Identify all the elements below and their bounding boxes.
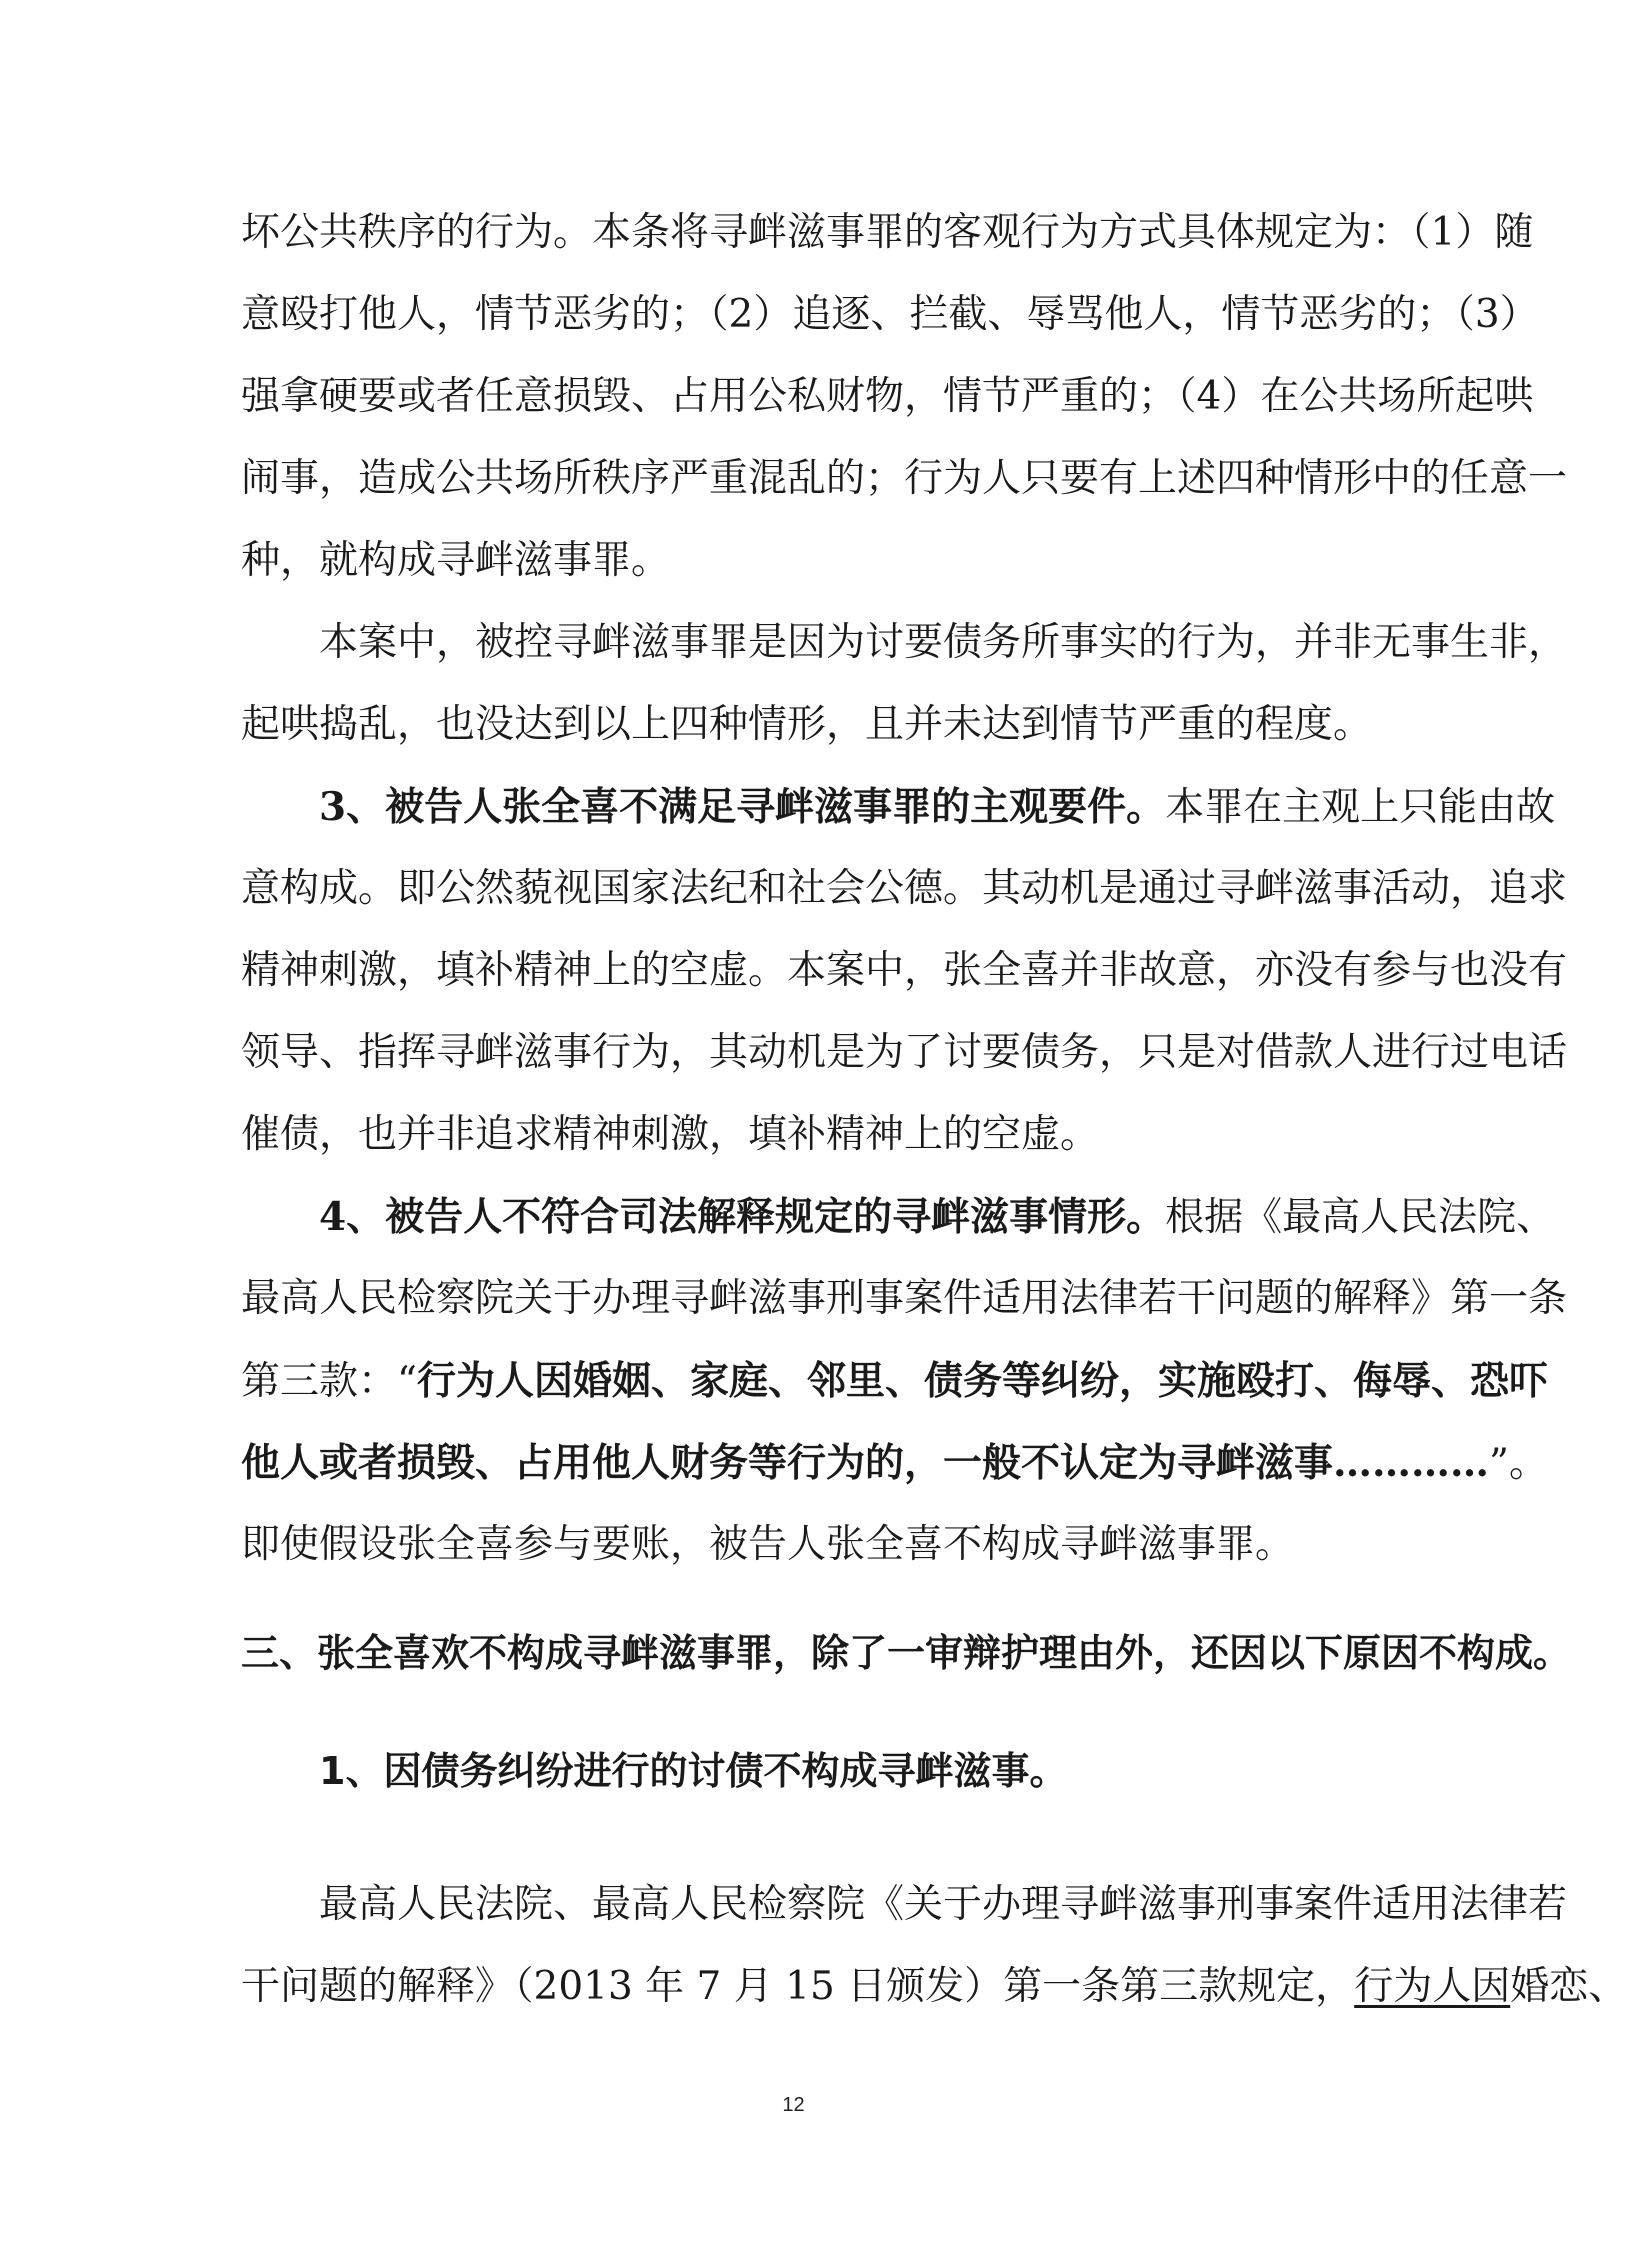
paragraph-line	[319, 1192, 1556, 1244]
paragraph-line: 强拿硬要或者任意损毁、占用公私财物，情节严重的；（4）在公共场所起哄	[241, 374, 1534, 419]
paragraph-line: 意殴打他人，情节恶劣的；（2）追逐、拦截、辱骂他人，情节恶劣的；（3）	[241, 292, 1539, 337]
subsection-heading: 1、因债务纠纷进行的讨债不构成寻衅滋事。	[319, 1749, 1068, 1793]
paragraph-line: 最高人民法院、最高人民检察院《关于办理寻衅滋事刑事案件适用法律若	[319, 1882, 1568, 1927]
paragraph-line: 种，就构成寻衅滋事罪。	[241, 538, 671, 583]
paragraph-line: 领导、指挥寻衅滋事行为，其动机是为了讨要债务，只是对借款人进行过电话	[241, 1030, 1568, 1075]
text-span: 婚恋、	[1510, 1964, 1627, 2009]
bold-lead: 4、被告人不符合司法解释规定的寻衅滋事情形。	[319, 1194, 1166, 1240]
underlined-text: 行为人因	[1354, 1964, 1511, 2009]
paragraph-line: 催债，也并非追求精神刺激，填补精神上的空虚。	[241, 1112, 1100, 1157]
page-number: 12	[782, 2094, 805, 2116]
text-span: 根据《最高人民法院、	[1165, 1195, 1556, 1240]
text-span: 第三款：“	[241, 1359, 417, 1404]
paragraph-line: 闹事，造成公共场所秩序严重混乱的；行为人只要有上述四种情形中的任意一	[241, 456, 1568, 501]
paragraph-line: 起哄捣乱，也没达到以上四种情形，且并未达到情节严重的程度。	[241, 702, 1373, 747]
paragraph-line	[241, 1962, 1627, 2014]
paragraph-line	[319, 782, 1556, 834]
bold-lead: 3、被告人张全喜不满足寻衅滋事罪的主观要件。	[319, 784, 1166, 830]
bold-quote: 行为人因婚姻、家庭、邻里、债务等纠纷，实施殴打、侮辱、恐吓	[416, 1358, 1548, 1404]
paragraph-line: 本案中，被控寻衅滋事罪是因为讨要债务所事实的行为，并非无事生非，	[319, 620, 1568, 665]
paragraph-line: 最高人民检察院关于办理寻衅滋事刑事案件适用法律若干问题的解释》第一条	[241, 1276, 1568, 1321]
paragraph-line: 即使假设张全喜参与要账，被告人张全喜不构成寻衅滋事罪。	[241, 1522, 1295, 1567]
paragraph-line: 精神刺激，填补精神上的空虚。本案中，张全喜并非故意，亦没有参与也没有	[241, 948, 1568, 993]
paragraph-line: 坏公共秩序的行为。本条将寻衅滋事罪的客观行为方式具体规定为：（1）随	[241, 210, 1534, 255]
paragraph-line: 意构成。即公然藐视国家法纪和社会公德。其动机是通过寻衅滋事活动，追求	[241, 866, 1568, 911]
paragraph-line	[241, 1438, 1548, 1490]
text-span: 干问题的解释》（2013 年 7 月 15 日颁发）第一条第三款规定，	[241, 1964, 1355, 2009]
bold-quote: 他人或者损毁、占用他人财务等行为的，一般不认定为寻衅滋事…………	[241, 1440, 1490, 1486]
section-heading: 三、张全喜欢不构成寻衅滋事罪，除了一审辩护理由外，还因以下原因不构成。	[241, 1631, 1572, 1675]
text-span: 本罪在主观上只能由故	[1165, 785, 1556, 830]
paragraph-line	[241, 1356, 1548, 1408]
text-span: ”。	[1489, 1441, 1548, 1486]
